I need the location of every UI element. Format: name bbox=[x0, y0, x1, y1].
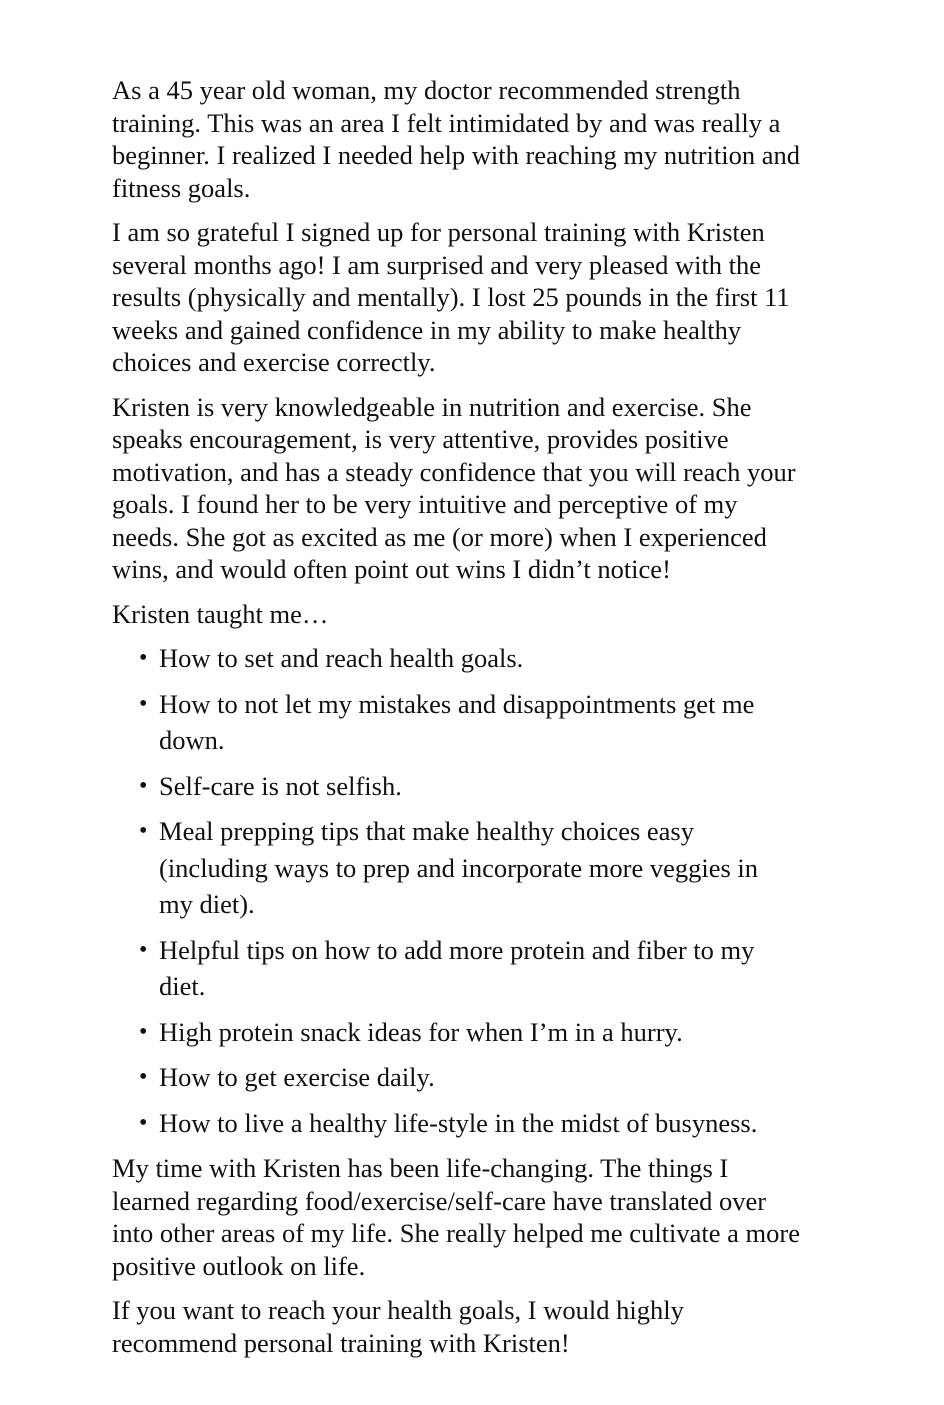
paragraph bbox=[112, 1152, 872, 1282]
testimonial-document bbox=[112, 74, 872, 1371]
text-line: beginner. I realized I needed help with reaching my nutrition and bbox=[112, 140, 801, 170]
text-line: several months ago! I am surprised and very pleased with the bbox=[112, 249, 762, 280]
paragraphs-before bbox=[112, 74, 872, 630]
paragraph bbox=[112, 216, 872, 379]
list-item-line: diet. bbox=[159, 971, 206, 1001]
paragraph bbox=[112, 74, 872, 204]
text-line: speaks encouragement, is very attentive, provides positive bbox=[112, 424, 729, 454]
list-item bbox=[112, 1061, 872, 1094]
text-line: learned regarding food/exercise/self-care have translated over bbox=[112, 1185, 767, 1216]
bullet-icon: • bbox=[139, 1064, 148, 1090]
paragraph bbox=[112, 391, 872, 586]
list-item-line: Helpful tips on how to add more protein and fiber to my bbox=[159, 934, 755, 965]
list-item-line: How to not let my mistakes and disappointments get me bbox=[159, 688, 755, 719]
text-line: goals. I found her to be very intuitive and perceptive of my bbox=[112, 489, 738, 519]
bullet-icon: • bbox=[139, 1018, 148, 1045]
text-line: needs. She got as excited as me (or more) when I experienced bbox=[112, 521, 767, 552]
text-line: recommend personal training with Kristen! bbox=[112, 1327, 570, 1358]
list-item-line: down. bbox=[159, 725, 225, 755]
text-line: If you want to reach your health goals, I would highly bbox=[112, 1295, 684, 1325]
text-line: motivation, and has a steady confidence that you will reach your bbox=[112, 456, 796, 487]
text-line: wins, and would often point out wins I didn’t notice! bbox=[112, 554, 671, 584]
list-item-line: (including ways to prep and incorporate more veggies in bbox=[159, 852, 759, 883]
text-line: weeks and gained confidence in my ability to make healthy bbox=[112, 314, 742, 345]
list-item-line: High protein snack ideas for when I’m in a hurry. bbox=[159, 1016, 683, 1047]
bullet-icon: • bbox=[139, 645, 148, 671]
paragraphs-after bbox=[112, 1152, 872, 1359]
text-line: training. This was an area I felt intimidated by and was really a bbox=[112, 107, 781, 138]
paragraph bbox=[112, 1294, 872, 1359]
text-line: results (physically and mentally). I lost 25 pounds in the first 11 bbox=[112, 282, 790, 312]
list-item bbox=[112, 934, 872, 1003]
text-line: I am so grateful I signed up for personal training with Kristen bbox=[112, 217, 765, 247]
text-line: As a 45 year old woman, my doctor recommended strength bbox=[112, 75, 741, 105]
text-line: Kristen is very knowledgeable in nutrition and exercise. She bbox=[112, 391, 752, 422]
list-item bbox=[112, 1016, 872, 1049]
text-line: My time with Kristen has been life-changing. The things I bbox=[112, 1153, 729, 1183]
bullet-icon: • bbox=[139, 936, 148, 963]
list-item-line: Meal prepping tips that make healthy choices easy bbox=[159, 816, 694, 846]
bullet-icon: • bbox=[139, 818, 148, 844]
list-item bbox=[112, 1107, 872, 1140]
text-line: positive outlook on life. bbox=[112, 1250, 366, 1281]
bullet-icon: • bbox=[139, 1109, 148, 1136]
bullet-icon: • bbox=[139, 690, 148, 717]
text-line: Kristen taught me… bbox=[112, 598, 329, 629]
list-item bbox=[112, 815, 872, 921]
text-line: fitness goals. bbox=[112, 172, 251, 203]
taught-list bbox=[112, 642, 872, 1139]
list-item-line: my diet). bbox=[159, 889, 255, 919]
list-item-line: How to set and reach health goals. bbox=[159, 643, 524, 673]
list-item bbox=[112, 770, 872, 803]
text-line: into other areas of my life. She really helped me cultivate a more bbox=[112, 1218, 801, 1248]
list-item bbox=[112, 688, 872, 757]
bullet-icon: • bbox=[139, 772, 148, 799]
list-item-line: How to live a healthy life-style in the midst of busyness. bbox=[159, 1107, 758, 1138]
list-item-line: Self-care is not selfish. bbox=[159, 770, 402, 801]
list-item bbox=[112, 642, 872, 675]
text-line: choices and exercise correctly. bbox=[112, 347, 436, 377]
paragraph bbox=[112, 598, 872, 631]
list-item-line: How to get exercise daily. bbox=[159, 1062, 435, 1092]
